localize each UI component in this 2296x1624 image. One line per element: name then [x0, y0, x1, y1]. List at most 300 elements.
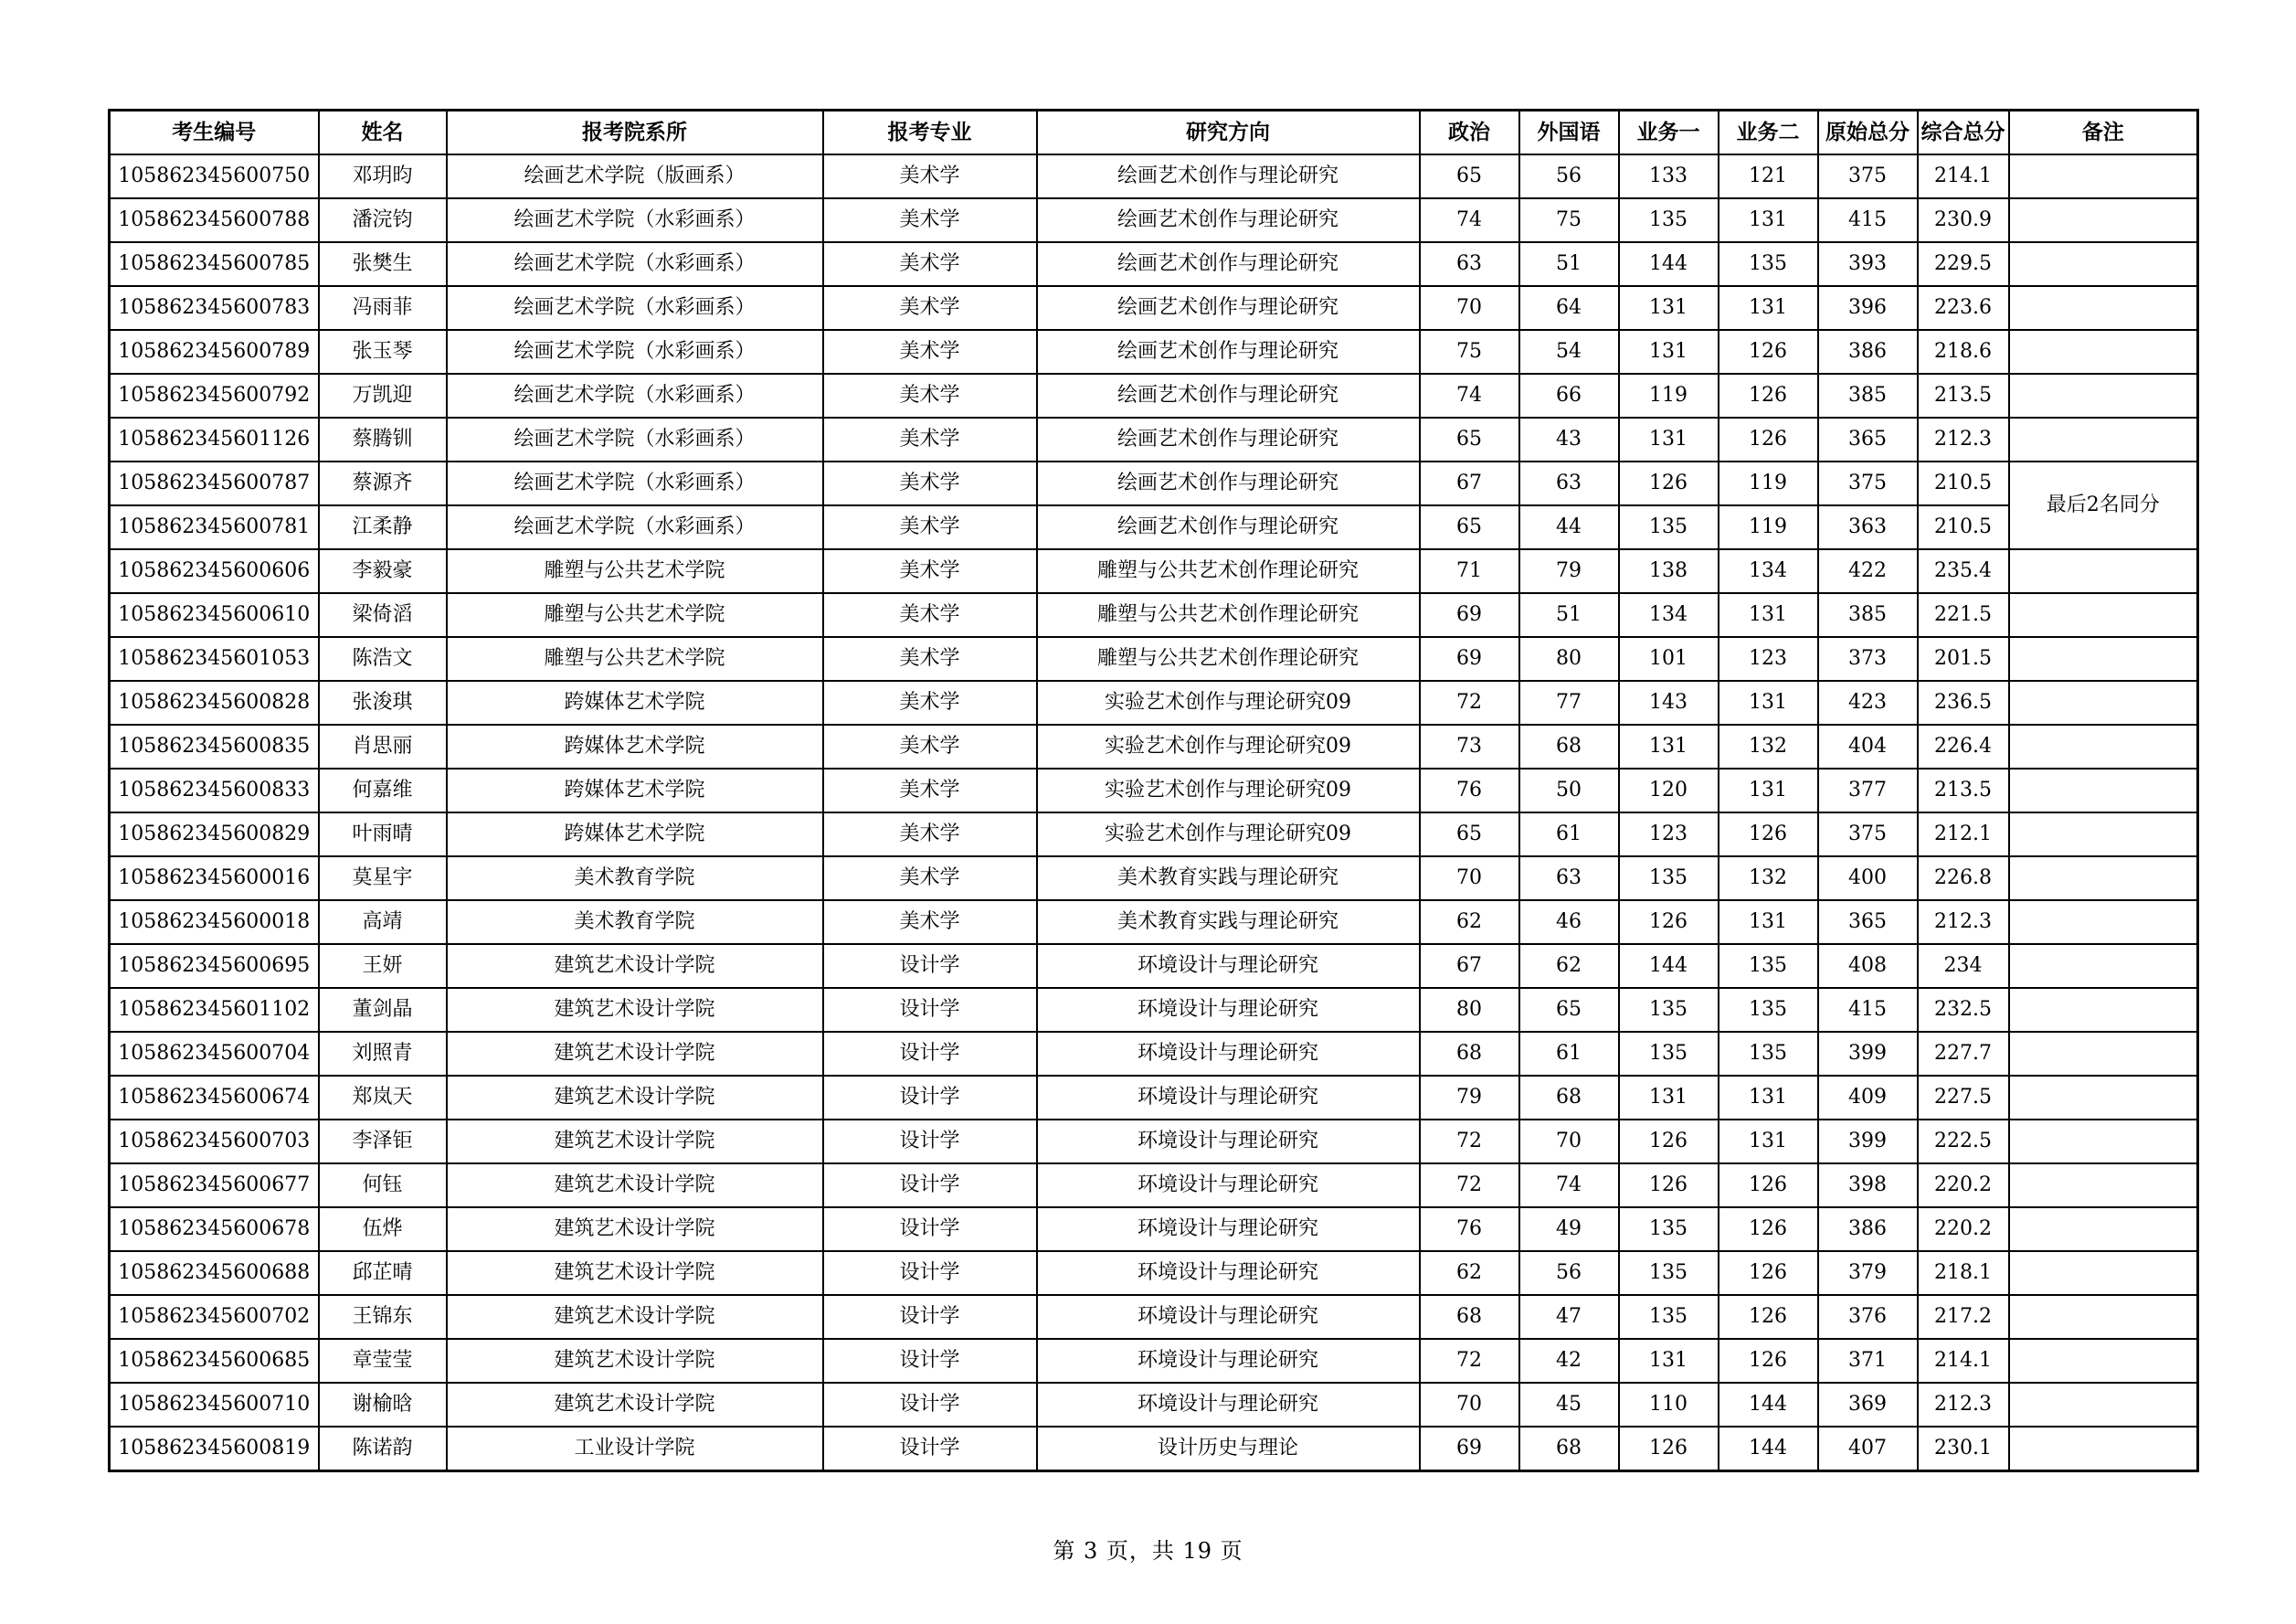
remark-cell [2009, 418, 2198, 462]
subject-two-score-cell: 126 [1719, 1295, 1818, 1339]
composite-total-cell: 227.5 [1918, 1076, 2009, 1120]
name-cell: 陈诺韵 [319, 1427, 447, 1471]
department-cell: 建筑艺术设计学院 [447, 1383, 823, 1427]
table-row [110, 154, 2198, 198]
department-cell: 绘画艺术学院（水彩画系） [447, 198, 823, 242]
exam-id-cell: 105862345600833 [110, 769, 319, 812]
exam-id-cell: 105862345600018 [110, 900, 319, 944]
foreign-language-score-cell: 65 [1519, 988, 1619, 1032]
department-cell: 建筑艺术设计学院 [447, 944, 823, 988]
subject-one-score-cell: 120 [1619, 769, 1719, 812]
table-row [110, 549, 2198, 593]
research-direction-cell: 雕塑与公共艺术创作理论研究 [1037, 549, 1420, 593]
remark-cell [2009, 374, 2198, 418]
name-cell: 王妍 [319, 944, 447, 988]
table-row [110, 856, 2198, 900]
exam-id-cell: 105862345600787 [110, 462, 319, 505]
research-direction-cell: 绘画艺术创作与理论研究 [1037, 154, 1420, 198]
department-cell: 建筑艺术设计学院 [447, 1120, 823, 1163]
research-direction-cell: 环境设计与理论研究 [1037, 1295, 1420, 1339]
column-header-subject-two: 业务二 [1719, 111, 1818, 155]
major-cell: 美术学 [823, 856, 1037, 900]
research-direction-cell: 环境设计与理论研究 [1037, 1339, 1420, 1383]
name-cell: 伍烨 [319, 1207, 447, 1251]
subject-one-score-cell: 126 [1619, 1120, 1719, 1163]
foreign-language-score-cell: 61 [1519, 812, 1619, 856]
raw-total-cell: 386 [1818, 330, 1918, 374]
foreign-language-score-cell: 68 [1519, 1427, 1619, 1471]
major-cell: 设计学 [823, 944, 1037, 988]
column-header-subject-one: 业务一 [1619, 111, 1719, 155]
name-cell: 陈浩文 [319, 637, 447, 681]
foreign-language-score-cell: 43 [1519, 418, 1619, 462]
composite-total-cell: 213.5 [1918, 769, 2009, 812]
name-cell: 高靖 [319, 900, 447, 944]
name-cell: 潘浣钧 [319, 198, 447, 242]
raw-total-cell: 393 [1818, 242, 1918, 286]
subject-two-score-cell: 131 [1719, 286, 1818, 330]
name-cell: 董剑晶 [319, 988, 447, 1032]
subject-one-score-cell: 135 [1619, 988, 1719, 1032]
raw-total-cell: 399 [1818, 1120, 1918, 1163]
subject-one-score-cell: 135 [1619, 1295, 1719, 1339]
raw-total-cell: 376 [1818, 1295, 1918, 1339]
name-cell: 郑岚天 [319, 1076, 447, 1120]
raw-total-cell: 400 [1818, 856, 1918, 900]
department-cell: 跨媒体艺术学院 [447, 812, 823, 856]
exam-id-cell: 105862345600710 [110, 1383, 319, 1427]
column-header-major: 报考专业 [823, 111, 1037, 155]
composite-total-cell: 220.2 [1918, 1163, 2009, 1207]
foreign-language-score-cell: 75 [1519, 198, 1619, 242]
foreign-language-score-cell: 63 [1519, 462, 1619, 505]
remark-cell [2009, 1295, 2198, 1339]
subject-one-score-cell: 126 [1619, 462, 1719, 505]
subject-one-score-cell: 135 [1619, 1251, 1719, 1295]
politics-score-cell: 65 [1420, 154, 1519, 198]
foreign-language-score-cell: 80 [1519, 637, 1619, 681]
remark-cell [2009, 330, 2198, 374]
composite-total-cell: 230.9 [1918, 198, 2009, 242]
research-direction-cell: 绘画艺术创作与理论研究 [1037, 374, 1420, 418]
table-row [110, 1163, 2198, 1207]
exam-id-cell: 105862345600835 [110, 725, 319, 769]
raw-total-cell: 375 [1818, 812, 1918, 856]
name-cell: 何钰 [319, 1163, 447, 1207]
name-cell: 莫星宇 [319, 856, 447, 900]
politics-score-cell: 70 [1420, 1383, 1519, 1427]
foreign-language-score-cell: 74 [1519, 1163, 1619, 1207]
name-cell: 刘照青 [319, 1032, 447, 1076]
raw-total-cell: 371 [1818, 1339, 1918, 1383]
major-cell: 设计学 [823, 1383, 1037, 1427]
politics-score-cell: 62 [1420, 1251, 1519, 1295]
composite-total-cell: 232.5 [1918, 988, 2009, 1032]
composite-total-cell: 214.1 [1918, 1339, 2009, 1383]
major-cell: 美术学 [823, 418, 1037, 462]
raw-total-cell: 373 [1818, 637, 1918, 681]
column-header-remarks: 备注 [2009, 111, 2198, 155]
department-cell: 绘画艺术学院（版画系） [447, 154, 823, 198]
table-row [110, 1251, 2198, 1295]
exam-id-cell: 105862345600788 [110, 198, 319, 242]
politics-score-cell: 67 [1420, 462, 1519, 505]
composite-total-cell: 220.2 [1918, 1207, 2009, 1251]
department-cell: 绘画艺术学院（水彩画系） [447, 462, 823, 505]
table-row [110, 593, 2198, 637]
foreign-language-score-cell: 54 [1519, 330, 1619, 374]
raw-total-cell: 415 [1818, 988, 1918, 1032]
raw-total-cell: 377 [1818, 769, 1918, 812]
table-row [110, 944, 2198, 988]
remark-cell [2009, 812, 2198, 856]
subject-one-score-cell: 135 [1619, 1032, 1719, 1076]
subject-two-score-cell: 131 [1719, 593, 1818, 637]
subject-one-score-cell: 126 [1619, 1427, 1719, 1471]
foreign-language-score-cell: 49 [1519, 1207, 1619, 1251]
research-direction-cell: 实验艺术创作与理论研究09 [1037, 769, 1420, 812]
raw-total-cell: 399 [1818, 1032, 1918, 1076]
composite-total-cell: 212.3 [1918, 1383, 2009, 1427]
foreign-language-score-cell: 45 [1519, 1383, 1619, 1427]
raw-total-cell: 422 [1818, 549, 1918, 593]
research-direction-cell: 环境设计与理论研究 [1037, 1207, 1420, 1251]
name-cell: 王锦东 [319, 1295, 447, 1339]
composite-total-cell: 217.2 [1918, 1295, 2009, 1339]
major-cell: 设计学 [823, 1163, 1037, 1207]
politics-score-cell: 74 [1420, 198, 1519, 242]
politics-score-cell: 72 [1420, 1120, 1519, 1163]
politics-score-cell: 74 [1420, 374, 1519, 418]
column-header-department: 报考院系所 [447, 111, 823, 155]
remark-cell [2009, 1383, 2198, 1427]
department-cell: 绘画艺术学院（水彩画系） [447, 374, 823, 418]
raw-total-cell: 404 [1818, 725, 1918, 769]
research-direction-cell: 环境设计与理论研究 [1037, 944, 1420, 988]
foreign-language-score-cell: 56 [1519, 154, 1619, 198]
politics-score-cell: 80 [1420, 988, 1519, 1032]
table-row [110, 681, 2198, 725]
raw-total-cell: 385 [1818, 593, 1918, 637]
exam-id-cell: 105862345600828 [110, 681, 319, 725]
exam-id-cell: 105862345600750 [110, 154, 319, 198]
column-header-composite-total: 综合总分 [1918, 111, 2009, 155]
foreign-language-score-cell: 51 [1519, 593, 1619, 637]
major-cell: 美术学 [823, 637, 1037, 681]
subject-one-score-cell: 131 [1619, 286, 1719, 330]
remark-cell [2009, 856, 2198, 900]
subject-one-score-cell: 144 [1619, 242, 1719, 286]
name-cell: 张玉琴 [319, 330, 447, 374]
subject-two-score-cell: 134 [1719, 549, 1818, 593]
subject-one-score-cell: 138 [1619, 549, 1719, 593]
raw-total-cell: 398 [1818, 1163, 1918, 1207]
politics-score-cell: 70 [1420, 856, 1519, 900]
department-cell: 建筑艺术设计学院 [447, 1076, 823, 1120]
subject-two-score-cell: 144 [1719, 1383, 1818, 1427]
research-direction-cell: 设计历史与理论 [1037, 1427, 1420, 1471]
remark-cell [2009, 681, 2198, 725]
table-row [110, 418, 2198, 462]
foreign-language-score-cell: 47 [1519, 1295, 1619, 1339]
major-cell: 设计学 [823, 1207, 1037, 1251]
table-row [110, 242, 2198, 286]
column-header-politics: 政治 [1420, 111, 1519, 155]
research-direction-cell: 环境设计与理论研究 [1037, 1032, 1420, 1076]
name-cell: 邱芷晴 [319, 1251, 447, 1295]
politics-score-cell: 65 [1420, 505, 1519, 549]
research-direction-cell: 绘画艺术创作与理论研究 [1037, 198, 1420, 242]
politics-score-cell: 73 [1420, 725, 1519, 769]
remark-cell [2009, 988, 2198, 1032]
major-cell: 设计学 [823, 1339, 1037, 1383]
table-row [110, 198, 2198, 242]
foreign-language-score-cell: 62 [1519, 944, 1619, 988]
name-cell: 张浚琪 [319, 681, 447, 725]
raw-total-cell: 375 [1818, 154, 1918, 198]
department-cell: 跨媒体艺术学院 [447, 681, 823, 725]
major-cell: 美术学 [823, 198, 1037, 242]
politics-score-cell: 63 [1420, 242, 1519, 286]
major-cell: 美术学 [823, 242, 1037, 286]
table-row [110, 900, 2198, 944]
remark-cell: 最后2名同分 [2009, 462, 2198, 549]
subject-two-score-cell: 135 [1719, 242, 1818, 286]
admission-score-table [108, 109, 2199, 1472]
exam-id-cell: 105862345600789 [110, 330, 319, 374]
remark-cell [2009, 1076, 2198, 1120]
department-cell: 雕塑与公共艺术学院 [447, 549, 823, 593]
subject-two-score-cell: 131 [1719, 900, 1818, 944]
exam-id-cell: 105862345600674 [110, 1076, 319, 1120]
subject-two-score-cell: 131 [1719, 1076, 1818, 1120]
research-direction-cell: 绘画艺术创作与理论研究 [1037, 462, 1420, 505]
foreign-language-score-cell: 46 [1519, 900, 1619, 944]
subject-two-score-cell: 135 [1719, 1032, 1818, 1076]
major-cell: 设计学 [823, 1032, 1037, 1076]
raw-total-cell: 365 [1818, 418, 1918, 462]
raw-total-cell: 365 [1818, 900, 1918, 944]
composite-total-cell: 212.3 [1918, 900, 2009, 944]
department-cell: 绘画艺术学院（水彩画系） [447, 286, 823, 330]
major-cell: 美术学 [823, 769, 1037, 812]
subject-one-score-cell: 110 [1619, 1383, 1719, 1427]
table-row [110, 769, 2198, 812]
subject-two-score-cell: 131 [1719, 681, 1818, 725]
remark-cell [2009, 593, 2198, 637]
foreign-language-score-cell: 70 [1519, 1120, 1619, 1163]
subject-one-score-cell: 135 [1619, 1207, 1719, 1251]
department-cell: 建筑艺术设计学院 [447, 1032, 823, 1076]
major-cell: 美术学 [823, 549, 1037, 593]
subject-one-score-cell: 135 [1619, 505, 1719, 549]
research-direction-cell: 实验艺术创作与理论研究09 [1037, 681, 1420, 725]
column-header-raw-total: 原始总分 [1818, 111, 1918, 155]
name-cell: 肖思丽 [319, 725, 447, 769]
politics-score-cell: 72 [1420, 1339, 1519, 1383]
exam-id-cell: 105862345600677 [110, 1163, 319, 1207]
subject-one-score-cell: 126 [1619, 1163, 1719, 1207]
subject-one-score-cell: 133 [1619, 154, 1719, 198]
remark-cell [2009, 286, 2198, 330]
exam-id-cell: 105862345600685 [110, 1339, 319, 1383]
subject-one-score-cell: 119 [1619, 374, 1719, 418]
exam-id-cell: 105862345600704 [110, 1032, 319, 1076]
major-cell: 美术学 [823, 593, 1037, 637]
remark-cell [2009, 1251, 2198, 1295]
exam-id-cell: 105862345600819 [110, 1427, 319, 1471]
remark-cell [2009, 1120, 2198, 1163]
major-cell: 美术学 [823, 154, 1037, 198]
department-cell: 美术教育学院 [447, 900, 823, 944]
composite-total-cell: 236.5 [1918, 681, 2009, 725]
research-direction-cell: 实验艺术创作与理论研究09 [1037, 812, 1420, 856]
table-row [110, 1032, 2198, 1076]
table-row [110, 988, 2198, 1032]
department-cell: 建筑艺术设计学院 [447, 988, 823, 1032]
table-row [110, 1339, 2198, 1383]
remark-cell [2009, 1163, 2198, 1207]
research-direction-cell: 雕塑与公共艺术创作理论研究 [1037, 637, 1420, 681]
politics-score-cell: 65 [1420, 812, 1519, 856]
table-row [110, 286, 2198, 330]
major-cell: 设计学 [823, 1427, 1037, 1471]
name-cell: 谢榆晗 [319, 1383, 447, 1427]
exam-id-cell: 105862345600829 [110, 812, 319, 856]
composite-total-cell: 234 [1918, 944, 2009, 988]
remark-cell [2009, 549, 2198, 593]
remark-cell [2009, 944, 2198, 988]
subject-two-score-cell: 126 [1719, 374, 1818, 418]
subject-one-score-cell: 131 [1619, 330, 1719, 374]
foreign-language-score-cell: 61 [1519, 1032, 1619, 1076]
subject-one-score-cell: 126 [1619, 900, 1719, 944]
department-cell: 绘画艺术学院（水彩画系） [447, 242, 823, 286]
composite-total-cell: 227.7 [1918, 1032, 2009, 1076]
subject-two-score-cell: 126 [1719, 1163, 1818, 1207]
department-cell: 跨媒体艺术学院 [447, 769, 823, 812]
research-direction-cell: 环境设计与理论研究 [1037, 1120, 1420, 1163]
foreign-language-score-cell: 56 [1519, 1251, 1619, 1295]
table-row [110, 1207, 2198, 1251]
politics-score-cell: 62 [1420, 900, 1519, 944]
exam-id-cell: 105862345600781 [110, 505, 319, 549]
major-cell: 设计学 [823, 1295, 1037, 1339]
foreign-language-score-cell: 42 [1519, 1339, 1619, 1383]
research-direction-cell: 环境设计与理论研究 [1037, 988, 1420, 1032]
research-direction-cell: 环境设计与理论研究 [1037, 1383, 1420, 1427]
subject-two-score-cell: 131 [1719, 198, 1818, 242]
subject-one-score-cell: 143 [1619, 681, 1719, 725]
research-direction-cell: 雕塑与公共艺术创作理论研究 [1037, 593, 1420, 637]
foreign-language-score-cell: 66 [1519, 374, 1619, 418]
subject-two-score-cell: 132 [1719, 856, 1818, 900]
remark-cell [2009, 1427, 2198, 1471]
name-cell: 何嘉维 [319, 769, 447, 812]
name-cell: 李泽钜 [319, 1120, 447, 1163]
table-row [110, 725, 2198, 769]
raw-total-cell: 408 [1818, 944, 1918, 988]
major-cell: 美术学 [823, 462, 1037, 505]
name-cell: 蔡源齐 [319, 462, 447, 505]
name-cell: 李毅豪 [319, 549, 447, 593]
department-cell: 绘画艺术学院（水彩画系） [447, 418, 823, 462]
subject-two-score-cell: 121 [1719, 154, 1818, 198]
remark-cell [2009, 198, 2198, 242]
politics-score-cell: 69 [1420, 1427, 1519, 1471]
foreign-language-score-cell: 68 [1519, 725, 1619, 769]
page-footer: 第 3 页，共 19 页 [1053, 1538, 1243, 1564]
remark-cell [2009, 1032, 2198, 1076]
table-row [110, 1427, 2198, 1471]
composite-total-cell: 213.5 [1918, 374, 2009, 418]
table-row [110, 637, 2198, 681]
composite-total-cell: 222.5 [1918, 1120, 2009, 1163]
research-direction-cell: 绘画艺术创作与理论研究 [1037, 418, 1420, 462]
major-cell: 美术学 [823, 681, 1037, 725]
department-cell: 建筑艺术设计学院 [447, 1163, 823, 1207]
exam-id-cell: 105862345600792 [110, 374, 319, 418]
raw-total-cell: 379 [1818, 1251, 1918, 1295]
politics-score-cell: 69 [1420, 593, 1519, 637]
name-cell: 蔡腾钏 [319, 418, 447, 462]
remark-cell [2009, 154, 2198, 198]
politics-score-cell: 79 [1420, 1076, 1519, 1120]
department-cell: 工业设计学院 [447, 1427, 823, 1471]
major-cell: 设计学 [823, 1120, 1037, 1163]
name-cell: 邓玥昀 [319, 154, 447, 198]
name-cell: 冯雨菲 [319, 286, 447, 330]
department-cell: 绘画艺术学院（水彩画系） [447, 505, 823, 549]
composite-total-cell: 226.8 [1918, 856, 2009, 900]
politics-score-cell: 71 [1420, 549, 1519, 593]
foreign-language-score-cell: 68 [1519, 1076, 1619, 1120]
major-cell: 美术学 [823, 505, 1037, 549]
composite-total-cell: 223.6 [1918, 286, 2009, 330]
raw-total-cell: 363 [1818, 505, 1918, 549]
exam-id-cell: 105862345600702 [110, 1295, 319, 1339]
exam-id-cell: 105862345601102 [110, 988, 319, 1032]
exam-id-cell: 105862345600703 [110, 1120, 319, 1163]
subject-one-score-cell: 135 [1619, 856, 1719, 900]
foreign-language-score-cell: 77 [1519, 681, 1619, 725]
subject-two-score-cell: 132 [1719, 725, 1818, 769]
remark-cell [2009, 242, 2198, 286]
remark-cell [2009, 900, 2198, 944]
exam-id-cell: 105862345600678 [110, 1207, 319, 1251]
subject-one-score-cell: 134 [1619, 593, 1719, 637]
table-row [110, 1295, 2198, 1339]
table-row [110, 330, 2198, 374]
foreign-language-score-cell: 63 [1519, 856, 1619, 900]
composite-total-cell: 221.5 [1918, 593, 2009, 637]
column-header-research-direction: 研究方向 [1037, 111, 1420, 155]
remark-cell [2009, 637, 2198, 681]
composite-total-cell: 218.1 [1918, 1251, 2009, 1295]
foreign-language-score-cell: 64 [1519, 286, 1619, 330]
research-direction-cell: 美术教育实践与理论研究 [1037, 900, 1420, 944]
research-direction-cell: 环境设计与理论研究 [1037, 1163, 1420, 1207]
department-cell: 建筑艺术设计学院 [447, 1251, 823, 1295]
major-cell: 美术学 [823, 330, 1037, 374]
remark-cell [2009, 769, 2198, 812]
name-cell: 万凯迎 [319, 374, 447, 418]
subject-one-score-cell: 131 [1619, 418, 1719, 462]
exam-id-cell: 105862345600785 [110, 242, 319, 286]
composite-total-cell: 210.5 [1918, 505, 2009, 549]
politics-score-cell: 68 [1420, 1295, 1519, 1339]
politics-score-cell: 69 [1420, 637, 1519, 681]
